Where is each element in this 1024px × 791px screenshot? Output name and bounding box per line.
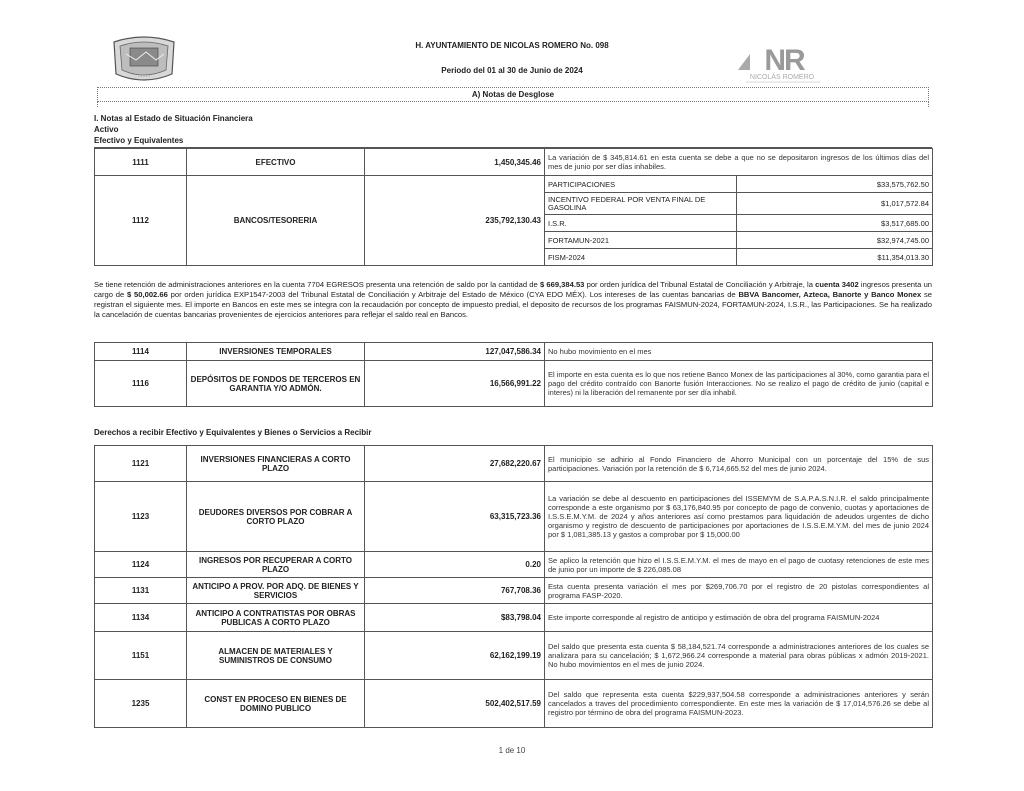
account-code: 1131 (95, 578, 187, 604)
bank-amount: $1,017,572.84 (737, 193, 933, 215)
table-row (95, 604, 933, 632)
account-code: 1123 (95, 482, 187, 552)
table-row (95, 446, 933, 482)
bank-label: FISM-2024 (545, 249, 737, 266)
heading-activo: Activo (94, 125, 119, 134)
account-name: INVERSIONES FINANCIERAS A CORTO PLAZO (187, 446, 365, 482)
account-note: El municipio se adhirio al Fondo Financiero de Ahorro Municipal con un porcentaje del 15% de sus participaciones. Variación por la retención de $ 6,714,665.52 del mes de junio 2024. (545, 446, 933, 482)
paragraph-bold: cuenta 3402 (815, 280, 859, 289)
inversiones-table (94, 342, 933, 407)
account-code: 1235 (95, 680, 187, 728)
account-note: La variación se debe al descuento en participaciones del ISSEMYM de S.A.P.A.S.N.I.R. el saldo principalmente corresponde a este organismo por $ 63,176,840.95 por concepto de pago de convenio, cuotas y aportaciones de I.S.S.E.M.Y.M. de 2024 y años anteriores así como prestamos para liquidación de adeudos urgentes de dicho organismo y registro de descuento de participaciones por aportaciones de I.S.S.E.M.Y.M. del mes de junio 2024 por $ 1,081,385.13 y gastos a comprobar por $ 15,000.00 (545, 482, 933, 552)
paragraph-text: por orden jurídica EXP1547-2003 del Tribunal Estatal de Conciliación y Arbitraje del Estado de México (CYA EDO MÉX). Los intereses de las cuentas bancarias de (167, 290, 739, 299)
bank-amount: $33,575,762.50 (737, 176, 933, 193)
account-amount: 1,450,345.46 (365, 149, 545, 176)
account-note: Del saldo que presenta esta cuenta $ 58,184,521.74 corresponde a administraciones anteriores de los cuales se analizara para su cancelación; $ 1,672,966.24 corresponde a material para obras públicas x admón 2019-2021. No hubo movimientos en el mes de junio 2024. (545, 632, 933, 680)
svg-text:· · · · ·: · · · · · (138, 74, 150, 79)
account-code: 1121 (95, 446, 187, 482)
account-code: 1114 (95, 343, 187, 361)
table-row (95, 632, 933, 680)
account-note: Se aplico la retención que hizo el I.S.S.E.M.Y.M. el mes de mayo en el pago de cuotasy retenciones de este mes de junio por un importe de $ 226,085.08 (545, 552, 933, 578)
retention-paragraph (94, 280, 932, 320)
account-code: 1111 (95, 149, 187, 176)
paragraph-text: por orden jurídica del Tribunal Estatal de Conciliación y Arbitraje, la (584, 280, 816, 289)
document-period: Periodo del 01 al 30 de Junio de 2024 (441, 66, 583, 75)
table-row (95, 578, 933, 604)
bank-amount: $3,517,685.00 (737, 215, 933, 232)
table-row (95, 149, 933, 176)
account-amount: 127,047,586.34 (365, 343, 545, 361)
nr-logo-text: NR (764, 44, 804, 77)
table-row (95, 176, 933, 193)
account-name: CONST EN PROCESO EN BIENES DE DOMINO PUBLICO (187, 680, 365, 728)
account-code: 1116 (95, 361, 187, 407)
account-name: ANTICIPO A CONTRATISTAS POR OBRAS PUBLICAS A CORTO PLAZO (187, 604, 365, 632)
heading-efectivo: Efectivo y Equivalentes (94, 136, 184, 145)
paragraph-bold: $ 50,002.66 (127, 290, 168, 299)
account-code: 1124 (95, 552, 187, 578)
account-note: Esta cuenta presenta variación el mes por $269,706.70 por el registro de 20 pistolas correspondientes al programa FASP-2020. (545, 578, 933, 604)
account-amount: 0.20 (365, 552, 545, 578)
account-name: DEUDORES DIVERSOS POR COBRAR A CORTO PLAZO (187, 482, 365, 552)
bank-label: FORTAMUN-2021 (545, 232, 737, 249)
nr-logo-subtext: NICOLÁS ROMERO (749, 74, 815, 81)
bank-label: PARTICIPACIONES (545, 176, 737, 193)
account-name: EFECTIVO (187, 149, 365, 176)
account-name: ALMACEN DE MATERIALES Y SUMINISTROS DE CONSUMO (187, 632, 365, 680)
heading-estado-situacion: I. Notas al Estado de Situación Financiera (94, 114, 253, 123)
account-note: El importe en esta cuenta es lo que nos retiene Banco Monex de las participaciones al 30%, como garantia para el pago del crédito contraído con Banorte fusión Interacciones. No se realizo el pago de crédito de junio (capital e interes) ni la liberación del remanente por ser día inhabil. (545, 361, 933, 407)
paragraph-text: ingresos presenta un cargo de (94, 280, 933, 299)
document-title: H. AYUNTAMIENTO DE NICOLAS ROMERO No. 098 (415, 41, 609, 50)
bank-amount: $32,974,745.00 (737, 232, 933, 249)
bank-label: INCENTIVO FEDERAL POR VENTA FINAL DE GASOLINA (545, 193, 737, 215)
account-amount: 27,682,220.67 (365, 446, 545, 482)
section-bar: A) Notas de Desglose (97, 87, 929, 102)
paragraph-bold: BBVA Bancomer, Azteca, Banorte y Banco Monex (738, 290, 922, 299)
bank-amount: $11,354,013.30 (737, 249, 933, 266)
account-name: ANTICIPO A PROV. POR ADQ. DE BIENES Y SERVICIOS (187, 578, 365, 604)
paragraph-bold: $ 669,384.53 (539, 280, 585, 289)
derechos-table (94, 445, 933, 728)
account-amount: 16,566,991.22 (365, 361, 545, 407)
page-number: 1 de 10 (498, 746, 526, 755)
account-name: INGRESOS POR RECUPERAR A CORTO PLAZO (187, 552, 365, 578)
account-amount: 502,402,517.59 (365, 680, 545, 728)
account-name: INVERSIONES TEMPORALES (187, 343, 365, 361)
bank-label: I.S.R. (545, 215, 737, 232)
table-row (95, 552, 933, 578)
table-row (95, 482, 933, 552)
heading-derechos: Derechos a recibir Efectivo y Equivalentes y Bienes o Servicios a Recibir (94, 428, 372, 437)
account-note: No hubo movimiento en el mes (545, 343, 933, 361)
account-note: Del saldo que representa esta cuenta $229,937,504.58 corresponde a administraciones anteriores y serán cancelados a traves del procedimiento correspondiente. En este mes la variación de $ 17,014,576.26 se debe al registro por término de obra del programa FAISMUN-2023. (545, 680, 933, 728)
account-code: 1112 (95, 176, 187, 266)
paragraph-text: se registran el siguiente mes. El importe en Bancos en este mes se integra con la recaudación por concepto de impuesto predial, el deposito de recursos de los programas FAISMUN-2024, FORTAMUN-2024, I.S.R., las Participaciones. Se ha realizado la cancelación de cuentas bancarias provenientes de ejercicios anteriores para reflejar el saldo real en Bancos. (94, 290, 933, 319)
account-note: La variación de $ 345,814.61 en esta cuenta se debe a que no se depositaron ingresos de los últimos días del mes de junio por ser días inhabiles. (545, 149, 933, 176)
table-row (95, 343, 933, 361)
account-code: 1151 (95, 632, 187, 680)
table-row (95, 680, 933, 728)
account-amount: 62,162,199.19 (365, 632, 545, 680)
paragraph-text: Se tiene retención de administraciones anteriores en la cuenta 7704 EGRESOS presenta una retención de saldo por la cantidad de (94, 280, 540, 289)
account-amount: 63,315,723.36 (365, 482, 545, 552)
account-name: DEPÓSITOS DE FONDOS DE TERCEROS EN GARANTIA Y/O ADMÓN. (187, 361, 365, 407)
section-bar-frame (97, 101, 929, 107)
table-row (95, 361, 933, 407)
efectivo-table (94, 148, 933, 266)
account-code: 1134 (95, 604, 187, 632)
account-amount: $83,798.04 (365, 604, 545, 632)
account-note: Este importe corresponde al registro de anticipo y estimación de obra del programa FAISMUN-2024 (545, 604, 933, 632)
account-name: BANCOS/TESORERIA (187, 176, 365, 266)
account-amount: 235,792,130.43 (365, 176, 545, 266)
account-amount: 767,708.36 (365, 578, 545, 604)
